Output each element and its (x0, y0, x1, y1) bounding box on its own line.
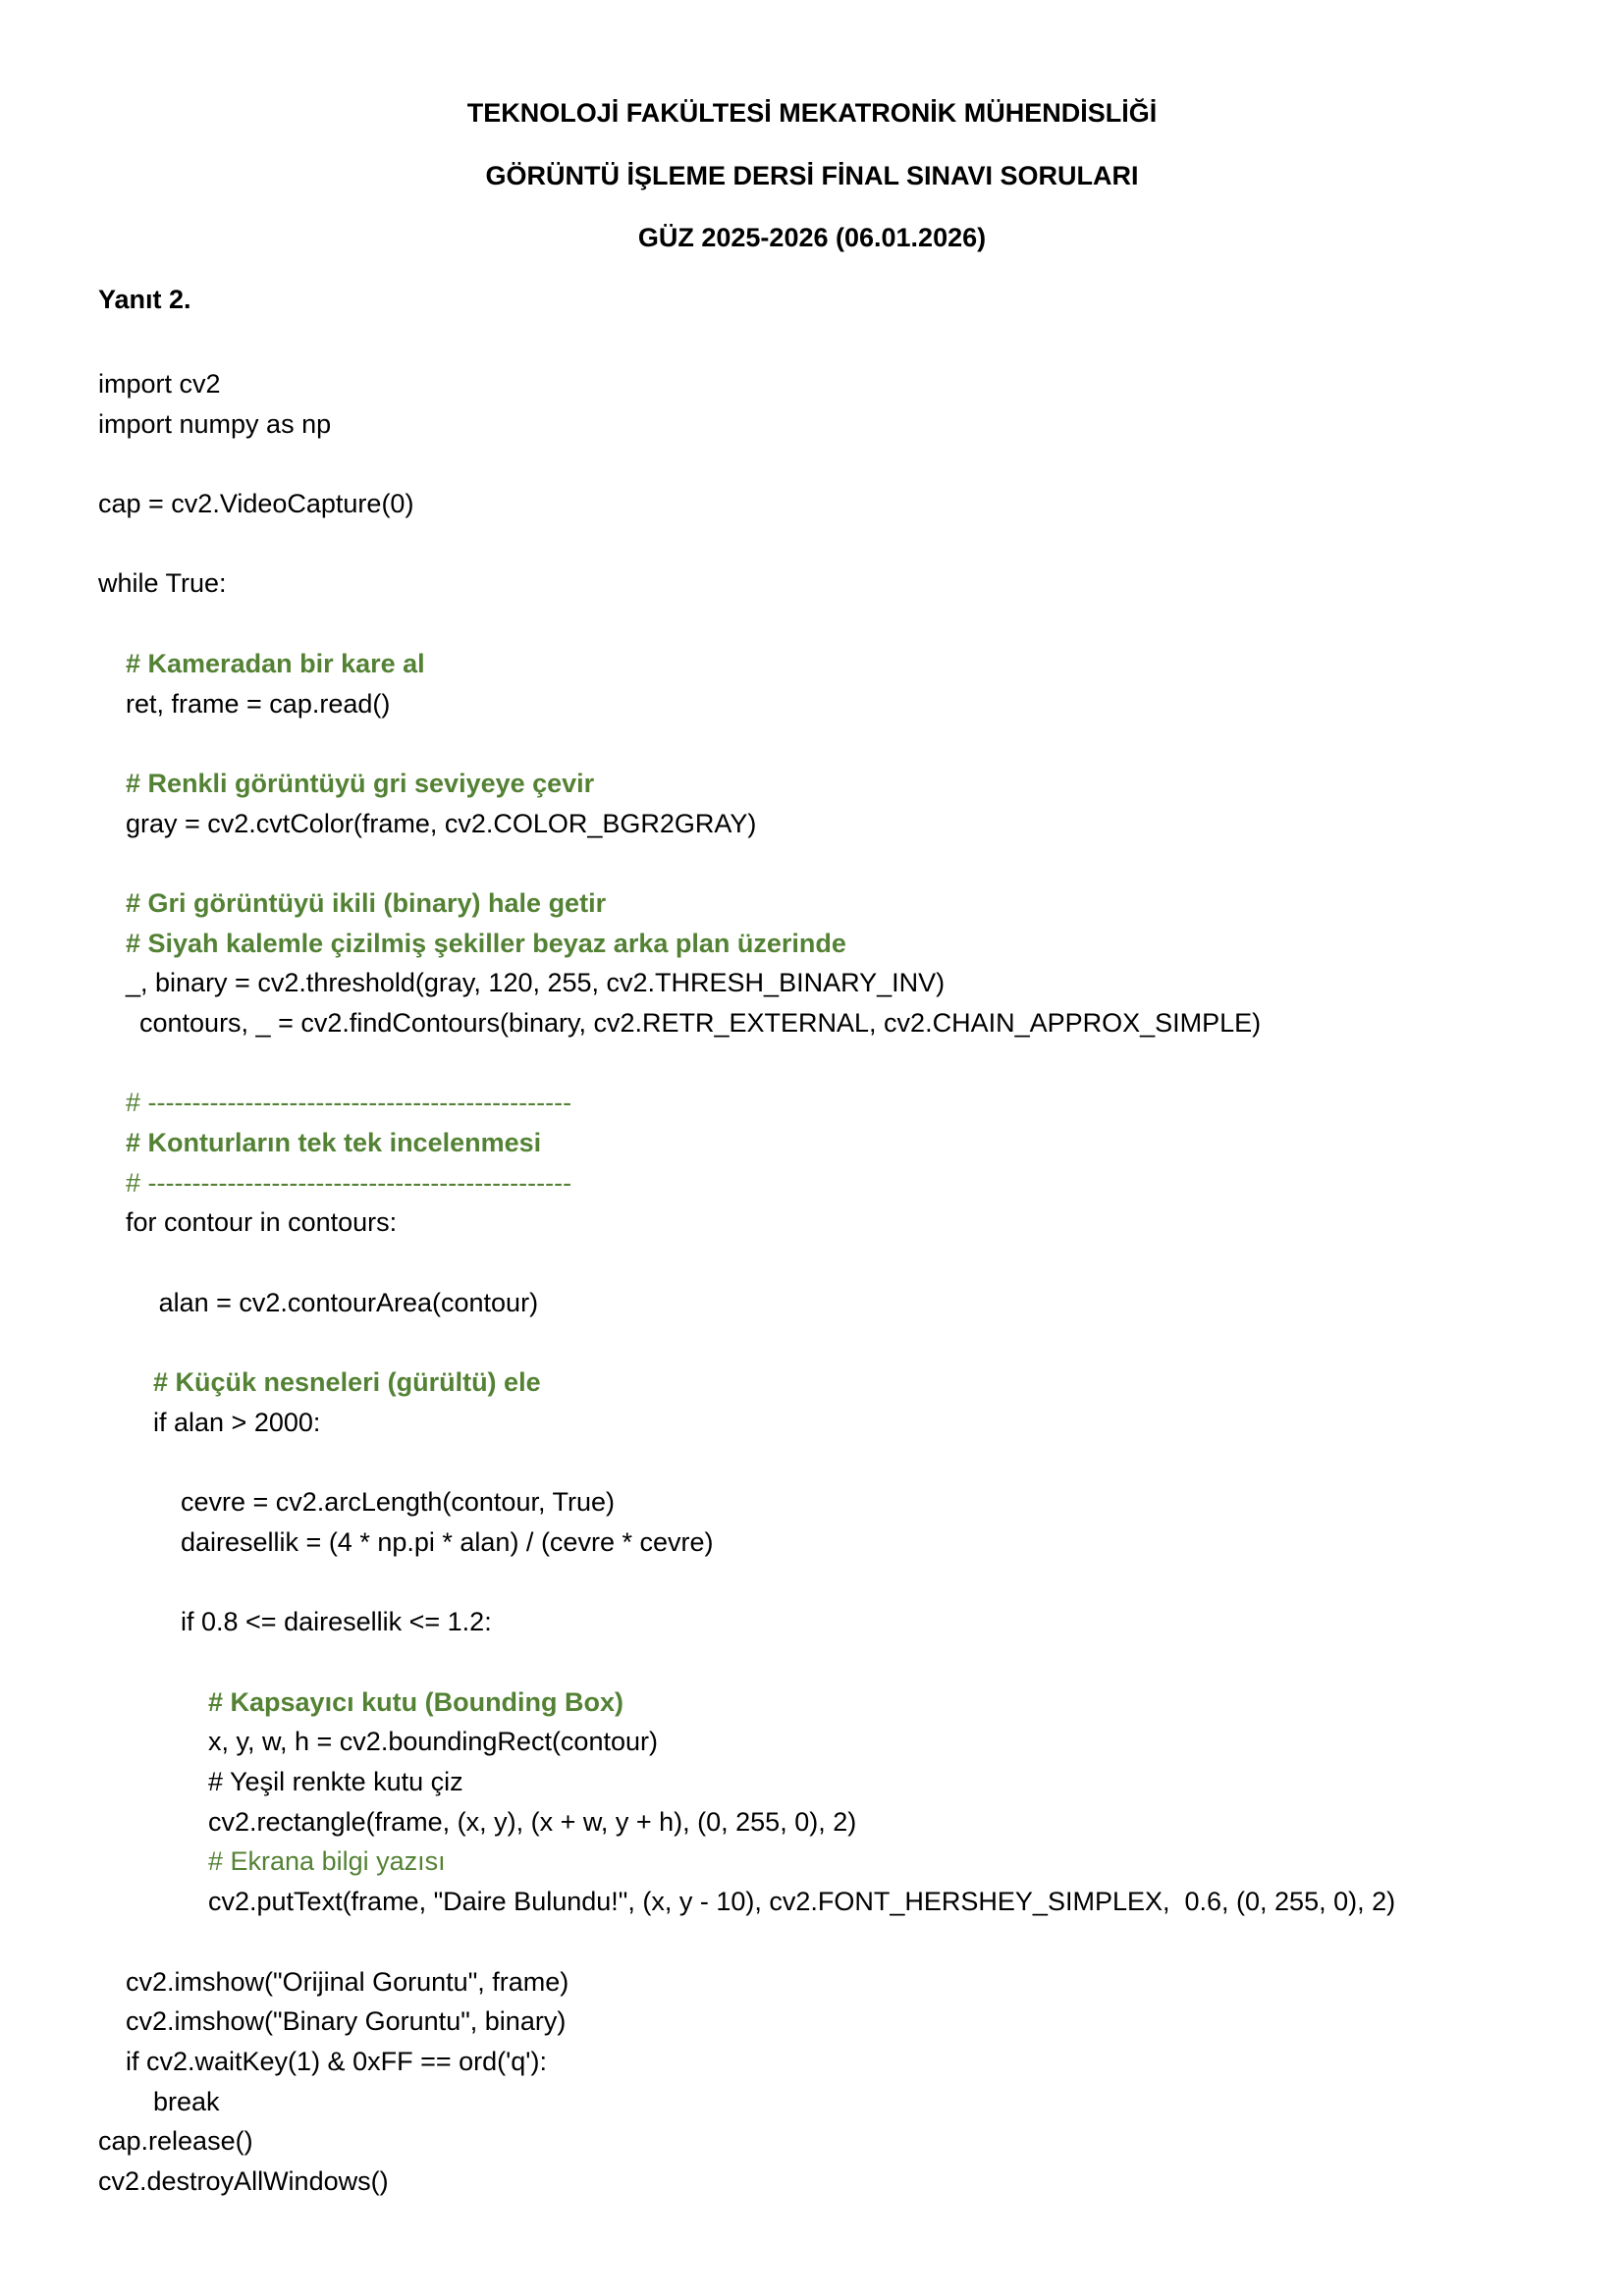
blank-line (98, 723, 1571, 764)
code-line: # Yeşil renkte kutu çiz (208, 1767, 463, 1797)
blank-line (98, 1443, 1571, 1483)
code-line: gray = cv2.cvtColor(frame, cv2.COLOR_BGR2GRAY) (126, 808, 757, 838)
code-line: ret, frame = cap.read() (126, 688, 391, 719)
blank-line (98, 444, 1571, 484)
blank-line (98, 1642, 1571, 1682)
code-line: while True: (98, 568, 227, 599)
code-comment-line: # Siyah kalemle çizilmiş şekiller beyaz arka plan üzerinde (126, 928, 846, 958)
code-line: dairesellik = (4 * np.pi * alan) / (cevre * cevre) (181, 1526, 714, 1557)
code-line: break (153, 2086, 220, 2116)
blank-line (98, 1043, 1571, 1084)
code-block (98, 364, 1571, 2202)
code-line: cevre = cv2.arcLength(contour, True) (181, 1487, 615, 1518)
blank-line (98, 1563, 1571, 1603)
code-line: cv2.rectangle(frame, (x, y), (x + w, y + h), (0, 255, 0), 2) (208, 1806, 857, 1837)
code-comment-line: # Gri görüntüyü ikili (binary) hale getir (126, 887, 607, 918)
code-comment-line: # ------------------------------------------------ (126, 1088, 572, 1118)
code-comment-line: # Kameradan bir kare al (126, 648, 425, 678)
code-line: import numpy as np (98, 408, 332, 439)
blank-line (98, 604, 1571, 644)
code-comment-line: # ------------------------------------------------ (126, 1167, 572, 1198)
code-comment-line: # Kapsayıcı kutu (Bounding Box) (208, 1686, 624, 1717)
code-line: if 0.8 <= dairesellik <= 1.2: (181, 1607, 492, 1637)
code-line: x, y, w, h = cv2.boundingRect(contour) (208, 1727, 658, 1757)
code-line: cv2.imshow("Binary Goruntu", binary) (126, 2006, 567, 2037)
answer-label: Yanıt 2. (98, 285, 191, 314)
code-line: cv2.imshow("Orijinal Goruntu", frame) (126, 1966, 569, 1997)
code-line: if cv2.waitKey(1) & 0xFF == ord('q'): (126, 2046, 547, 2076)
code-comment-line: # Konturların tek tek incelenmesi (126, 1128, 542, 1158)
code-line: cv2.putText(frame, "Daire Bulundu!", (x, y - 10), cv2.FONT_HERSHEY_SIMPLEX, 0.6, (0, 255, 0), 2) (208, 1887, 1396, 1917)
code-comment-line: # Ekrana bilgi yazısı (208, 1846, 446, 1877)
code-line: cap.release() (98, 2126, 253, 2157)
blank-line (98, 1243, 1571, 1283)
blank-line (98, 843, 1571, 883)
code-line: import cv2 (98, 369, 221, 399)
code-line: cap = cv2.VideoCapture(0) (98, 489, 414, 519)
code-comment-line: # Küçük nesneleri (gürültü) ele (153, 1367, 541, 1398)
code-line: contours, _ = cv2.findContours(binary, cv2.RETR_EXTERNAL, cv2.CHAIN_APPROX_SIMPLE) (139, 1008, 1262, 1038)
code-line: _, binary = cv2.threshold(gray, 120, 255, cv2.THRESH_BINARY_INV) (126, 968, 946, 998)
faculty-title: TEKNOLOJİ FAKÜLTESİ MEKATRONİK MÜHENDİSLİĞİ (466, 98, 1158, 128)
exam-title: GÖRÜNTÜ İŞLEME DERSİ FİNAL SINAVI SORULARI (485, 161, 1139, 190)
code-line: alan = cv2.contourArea(contour) (158, 1287, 539, 1317)
blank-line (98, 524, 1571, 564)
code-line: for contour in contours: (126, 1207, 398, 1238)
code-comment-line: # Renkli görüntüyü gri seviyeye çevir (126, 768, 595, 798)
code-line: if alan > 2000: (153, 1407, 321, 1437)
blank-line (98, 1323, 1571, 1363)
semester-date: GÜZ 2025-2026 (06.01.2026) (637, 223, 987, 252)
code-line: cv2.destroyAllWindows() (98, 2165, 389, 2196)
blank-line (98, 1922, 1571, 1962)
